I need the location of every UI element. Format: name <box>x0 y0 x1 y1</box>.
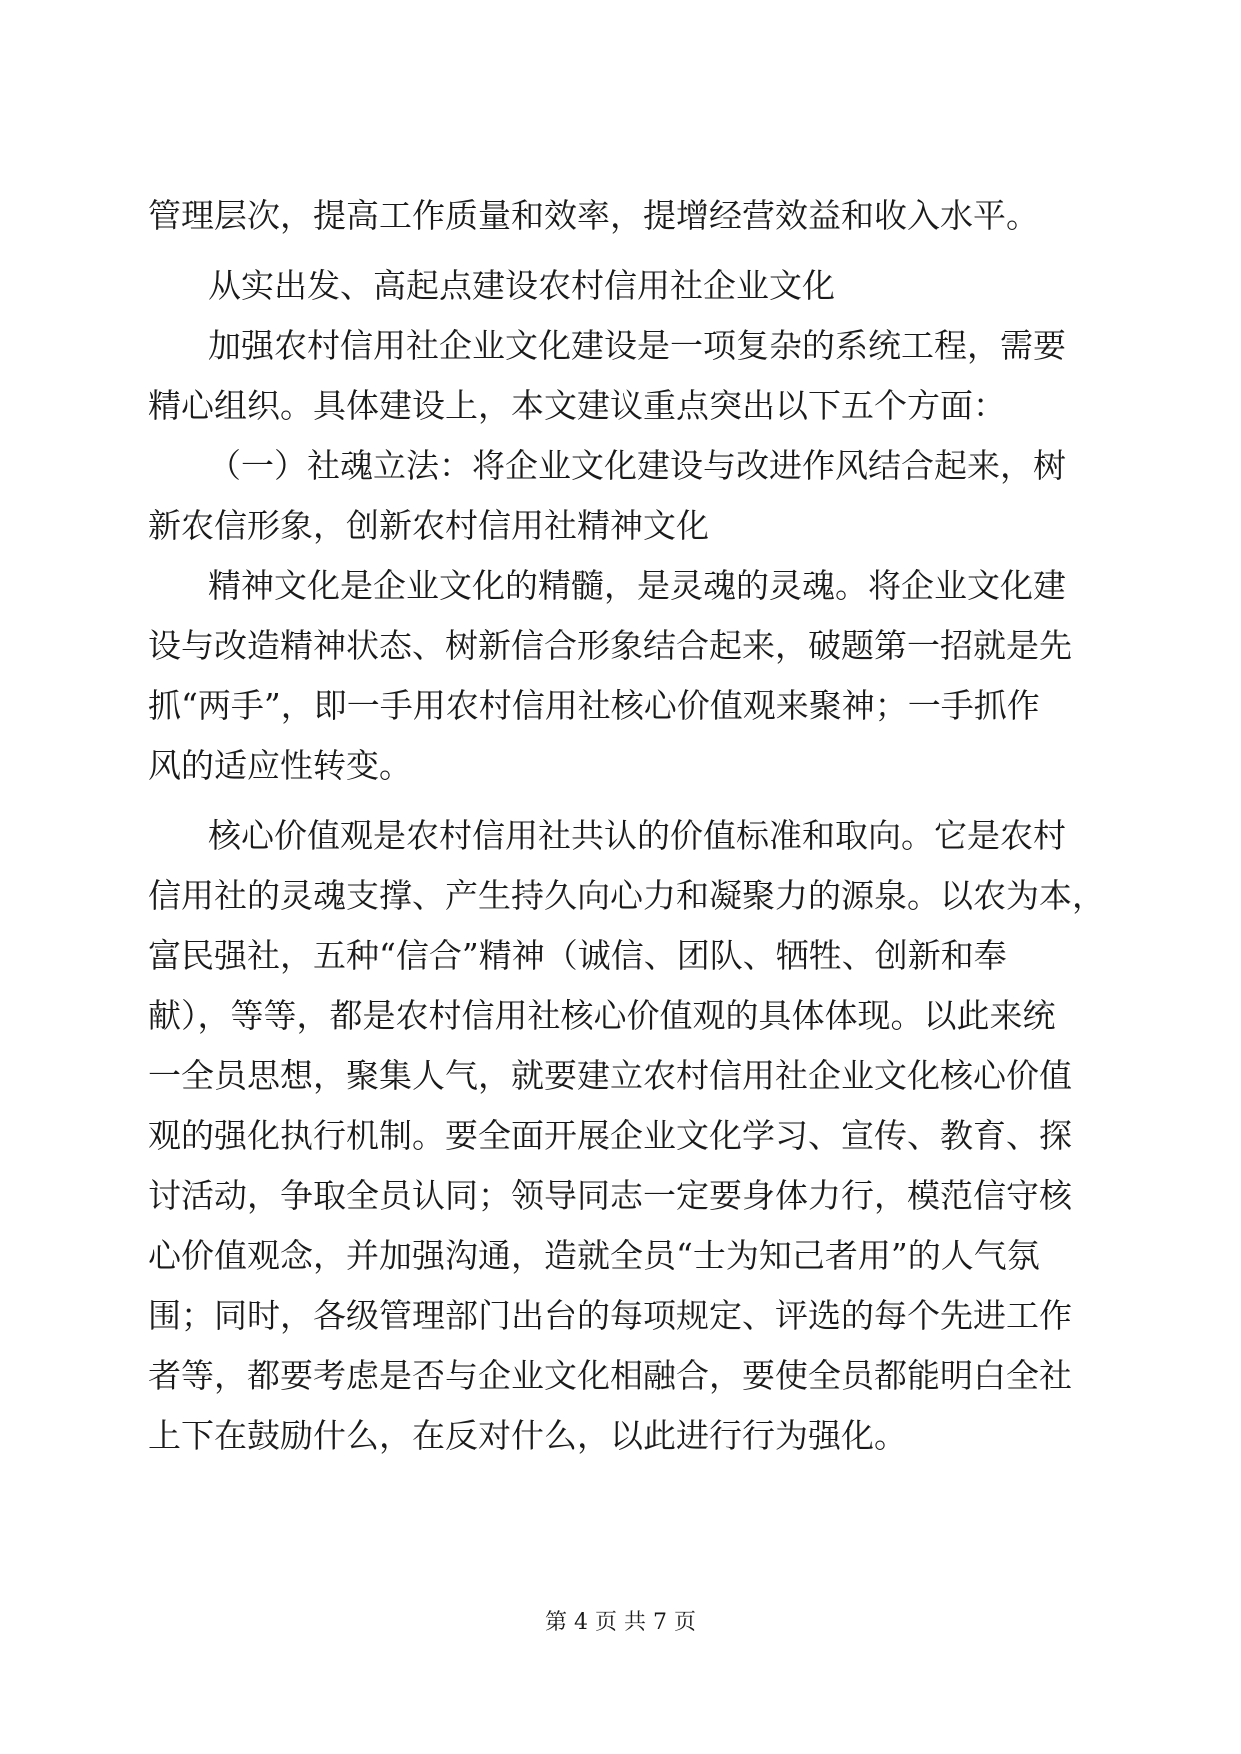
text-line: 围；同时，各级管理部门出台的每项规定、评选的每个先进工作 <box>148 1296 1072 1335</box>
text-line: 者等，都要考虑是否与企业文化相融合，要使全员都能明白全社 <box>148 1356 1072 1395</box>
text-line: 加强农村信用社企业文化建设是一项复杂的系统工程，需要 <box>208 326 1066 365</box>
text-line: 精心组织。具体建设上，本文建议重点突出以下五个方面： <box>148 386 1006 425</box>
text-line: 观的强化执行机制。要全面开展企业文化学习、宣传、教育、探 <box>148 1116 1072 1155</box>
subsection-heading: 新农信形象，创新农村信用社精神文化 <box>148 506 709 545</box>
text-line: 富民强社，五种“信合”精神（诚信、团队、牺牲、创新和奉 <box>148 936 1007 975</box>
text-line: 风的适应性转变。 <box>148 746 412 785</box>
text-line: 核心价值观是农村信用社共认的价值标准和取向。它是农村 <box>208 816 1066 855</box>
subsection-heading: （一）社魂立法：将企业文化建设与改进作风结合起来，树 <box>208 446 1066 485</box>
text-line: 抓“两手”，即一手用农村信用社核心价值观来聚神；一手抓作 <box>148 686 1040 725</box>
text-line: 讨活动，争取全员认同；领导同志一定要身体力行，模范信守核 <box>148 1176 1072 1215</box>
section-heading: 从实出发、高起点建设农村信用社企业文化 <box>208 266 835 305</box>
text-line: 管理层次，提高工作质量和效率，提增经营效益和收入水平。 <box>148 196 1039 235</box>
text-line: 献），等等，都是农村信用社核心价值观的具体体现。以此来统 <box>148 996 1056 1035</box>
page-footer: 第 4 页 共 7 页 <box>545 1610 696 1635</box>
text-line: 一全员思想，聚集人气，就要建立农村信用社企业文化核心价值 <box>148 1056 1072 1095</box>
text-line: 心价值观念，并加强沟通，造就全员“士为知己者用”的人气氛 <box>148 1236 1040 1275</box>
text-line: 设与改造精神状态、树新信合形象结合起来，破题第一招就是先 <box>148 626 1072 665</box>
text-line: 上下在鼓励什么，在反对什么，以此进行行为强化。 <box>148 1416 907 1455</box>
text-line: 信用社的灵魂支撑、产生持久向心力和凝聚力的源泉。以农为本， <box>148 876 1105 915</box>
text-line: 精神文化是企业文化的精髓，是灵魂的灵魂。将企业文化建 <box>208 566 1066 605</box>
